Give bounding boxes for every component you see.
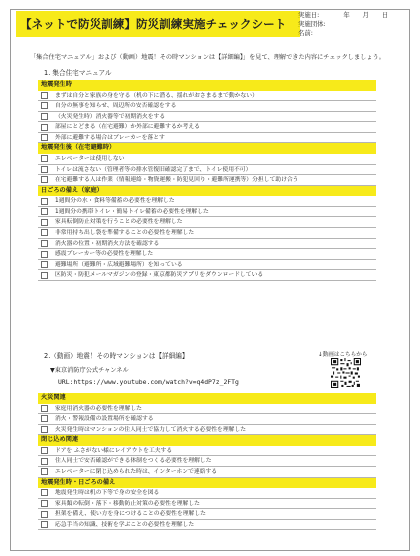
section2-check-row xyxy=(38,425,376,436)
qr-code-icon[interactable] xyxy=(331,358,361,388)
channel-label: ▼東京消防庁公式チャンネル xyxy=(50,367,129,374)
checkbox-square-icon xyxy=(41,166,48,173)
video-url[interactable]: URL:https://www.youtube.com/watch?v=q4dP7z_2FTg xyxy=(58,378,239,386)
checkbox-square-icon xyxy=(41,458,48,465)
section1-check-row xyxy=(38,91,376,102)
checkbox[interactable] xyxy=(38,456,51,466)
checkbox-square-icon xyxy=(41,415,48,422)
checkbox-square-icon xyxy=(41,426,48,433)
checkbox-square-icon xyxy=(41,124,48,131)
checkbox-square-icon xyxy=(41,198,48,205)
checkbox-square-icon xyxy=(41,272,48,279)
name-label: 名前: xyxy=(298,29,313,37)
section1-check-row xyxy=(38,133,376,144)
checkbox-square-icon xyxy=(41,251,48,258)
section2-group-header: 閉じ込め関連 xyxy=(38,435,376,446)
checkbox[interactable] xyxy=(38,122,51,132)
check-item-text: 区防災・防犯メールマガジンの登録・東京都防災アプリをダウンロードしている xyxy=(55,272,264,279)
section1-check-row xyxy=(38,175,376,186)
checkbox[interactable] xyxy=(38,154,51,164)
check-item-text: 家具転倒防止対策を行うことの必要性を理解した xyxy=(55,219,183,226)
section1-check-row xyxy=(38,249,376,260)
checkbox-square-icon xyxy=(41,511,48,518)
check-item-text: （火災発生時）消火器等で初期消火をする xyxy=(55,113,166,120)
checkbox-square-icon xyxy=(41,92,48,99)
checkbox[interactable] xyxy=(38,425,51,435)
check-item-text: 1週間分の携帯トイレ・簡易トイレ備蓄の必要性を理解した xyxy=(55,208,209,215)
section1-check-row xyxy=(38,101,376,112)
check-item-text: 地震発生時は机の下等で身の安全を図る xyxy=(55,490,160,497)
check-item-text: 自分の無事を知らせ、周辺所の安否確認をする xyxy=(55,103,177,110)
checkbox-square-icon xyxy=(41,489,48,496)
page-title: 【ネットで防災訓練】防災訓練実施チェックシート xyxy=(16,11,300,37)
checkbox-square-icon xyxy=(41,176,48,183)
section1-check-row xyxy=(38,112,376,123)
check-item-text: まずは自分と家族の身を守る（机の下に潜る、揺れがおさまるまで動かない） xyxy=(55,92,258,99)
check-item-text: エレベーターは使用しない xyxy=(55,155,125,162)
section2-check-row xyxy=(38,446,376,457)
checkbox-square-icon xyxy=(41,219,48,226)
date-units: 年 月 日 xyxy=(343,11,389,19)
section1-check-row xyxy=(38,270,376,281)
group-label: 実施団体: xyxy=(298,20,326,28)
checkbox[interactable] xyxy=(38,217,51,227)
check-item-text: 家庭用消火器の必要性を理解した xyxy=(55,405,142,412)
check-item-text: 外部に避難する場合はブレーカーを落とす xyxy=(55,134,165,141)
checkbox[interactable] xyxy=(38,207,51,217)
section2-check-row xyxy=(38,520,376,531)
date-label: 実施日: xyxy=(298,11,320,19)
section2-check-row xyxy=(38,456,376,467)
check-item-text: 火災発生時はマンションの住人同士で協力して消火する必要性を理解した xyxy=(55,426,247,433)
section2-check-row xyxy=(38,414,376,425)
checkbox-square-icon xyxy=(41,208,48,215)
check-item-text: トイレは流さない（管理者等の排水管復旧確認完了まで、トイレ使用不可） xyxy=(55,166,252,173)
section2-check-row xyxy=(38,499,376,510)
checkbox[interactable] xyxy=(38,488,51,498)
checkbox[interactable] xyxy=(38,499,51,509)
checkbox[interactable] xyxy=(38,228,51,238)
checkbox[interactable] xyxy=(38,509,51,519)
checkbox[interactable] xyxy=(38,260,51,270)
section2-table xyxy=(38,393,376,530)
section1-group-header: 地震発生後（在宅避難時） xyxy=(38,143,376,154)
checkbox-square-icon xyxy=(41,229,48,236)
check-item-text: 家具類の転倒・落下・移動防止対策の必要性を理解した xyxy=(55,500,200,507)
checkbox[interactable] xyxy=(38,196,51,206)
section2-check-row xyxy=(38,488,376,499)
checkbox[interactable] xyxy=(38,165,51,175)
check-item-text: 担架を備え、使い方を身につけることの必要性を理解した xyxy=(55,511,206,518)
checkbox[interactable] xyxy=(38,414,51,424)
section1-check-row xyxy=(38,260,376,271)
section2-check-row xyxy=(38,404,376,415)
checkbox-square-icon xyxy=(41,240,48,247)
checkbox[interactable] xyxy=(38,270,51,280)
checkbox[interactable] xyxy=(38,101,51,111)
checkbox[interactable] xyxy=(38,249,51,259)
checkbox[interactable] xyxy=(38,239,51,249)
checkbox-square-icon xyxy=(41,134,48,141)
checkbox[interactable] xyxy=(38,446,51,456)
section1-check-row xyxy=(38,165,376,176)
checkbox-square-icon xyxy=(41,468,48,475)
section1-check-row xyxy=(38,122,376,133)
section1-check-row xyxy=(38,239,376,250)
section2-check-row xyxy=(38,467,376,478)
section1-group-header: 地震発生時 xyxy=(38,80,376,91)
check-item-text: 非常用持ち出し袋を準備することの必要性を理解した xyxy=(55,230,195,237)
section1-check-row xyxy=(38,207,376,218)
checkbox[interactable] xyxy=(38,112,51,122)
intro-text: 「集合住宅マニュアル」および（動画）地震！その時マンションは【詳細編】」を見て、理解できた内容にチェックしましょう。 xyxy=(30,54,385,61)
checkbox-square-icon xyxy=(41,405,48,412)
check-item-text: 1週間分の水・食料等備蓄の必要性を理解した xyxy=(55,198,175,205)
section2-group-header: 地震発生時・日ごろの備え xyxy=(38,478,376,489)
checkbox-square-icon xyxy=(41,500,48,507)
section1-check-row xyxy=(38,196,376,207)
check-item-text: ドアを ふさがない様にレイアウトを工夫する xyxy=(55,447,173,454)
video-note: ↓動画はこちらから xyxy=(318,352,368,358)
checkbox[interactable] xyxy=(38,467,51,477)
checkbox[interactable] xyxy=(38,404,51,414)
section1-group-header: 日ごろの備え（家庭） xyxy=(38,186,376,197)
checkbox[interactable] xyxy=(38,91,51,101)
check-item-text: 消火・警報設備の設置場所を確認する xyxy=(55,416,154,423)
checkbox-square-icon xyxy=(41,113,48,120)
checkbox-square-icon xyxy=(41,521,48,528)
checkbox[interactable] xyxy=(38,175,51,185)
checkbox-square-icon xyxy=(41,102,48,109)
checkbox[interactable] xyxy=(38,133,51,143)
check-item-text: 消火器の位置・初期消火方法を確認する xyxy=(55,240,160,247)
section2-title: 2.（動画）地震！その時マンションは【詳細編】 xyxy=(44,352,189,360)
checkbox-square-icon xyxy=(41,447,48,454)
check-item-text: 感震ブレーカー等の必要性を理解した xyxy=(55,251,154,258)
meta-block xyxy=(298,11,404,38)
checkbox[interactable] xyxy=(38,520,51,530)
section2-check-row xyxy=(38,509,376,520)
check-item-text: 住人同士で安否確認ができる体制をつくる必要性を理解した xyxy=(55,458,212,465)
check-item-text: 避難場所（避難所・広域避難場所）を知っている xyxy=(55,261,183,268)
check-item-text: 応急手当の知識、技術を学ぶことの必要性を理解した xyxy=(55,521,195,528)
section1-table xyxy=(38,80,376,281)
section1-check-row xyxy=(38,154,376,165)
section1-check-row xyxy=(38,217,376,228)
section2-group-header: 火災関連 xyxy=(38,393,376,404)
check-item-text: エレベーターに閉じ込められた時は、インターホンで連絡する xyxy=(55,468,218,475)
section1-check-row xyxy=(38,228,376,239)
checkbox-square-icon xyxy=(41,261,48,268)
check-item-text: 在宅避難する人は作業（情報連絡・物資運搬・防犯見回り・避難所運携等）分担して助け合う xyxy=(55,177,299,184)
check-item-text: 部屋にとどまる（在宅避難）か外部に避難するか考える xyxy=(55,124,200,131)
section1-title: 1. 集合住宅マニュアル xyxy=(44,69,112,77)
checkbox-square-icon xyxy=(41,155,48,162)
